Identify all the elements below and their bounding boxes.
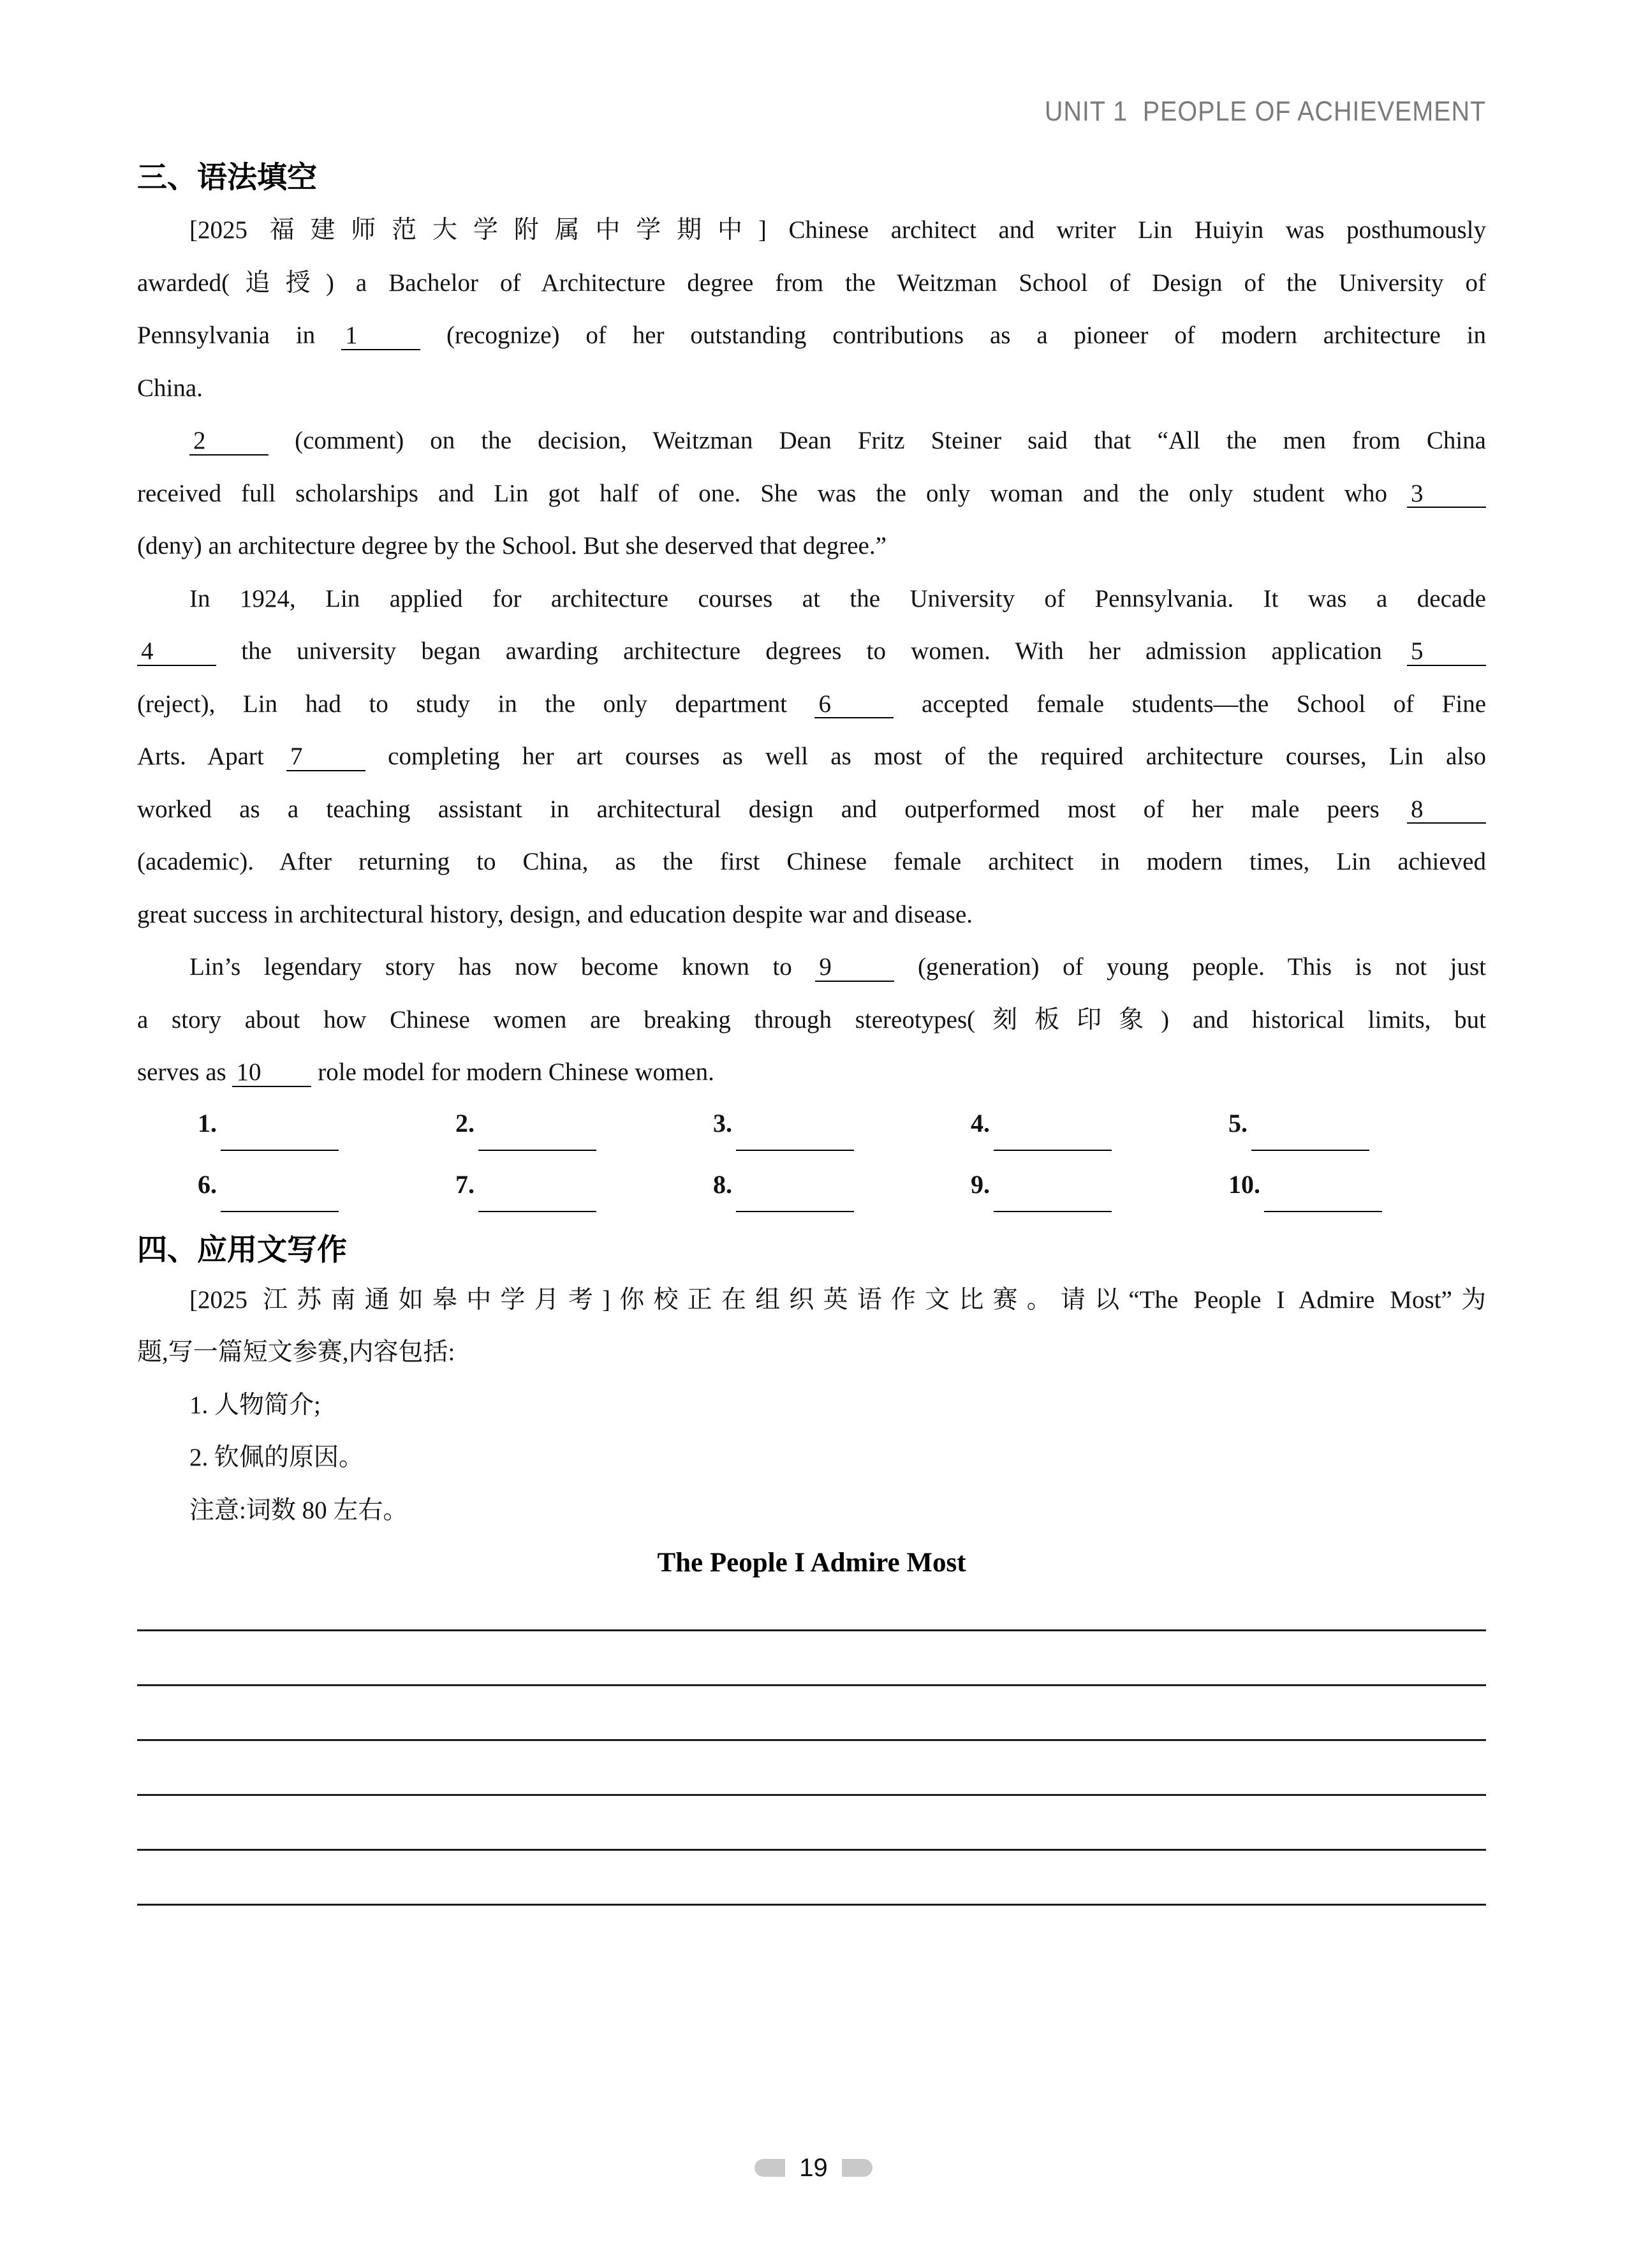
- text-line: 2 (comment) on the decision, Weitzman Dean Fritz Steiner said that “All the men from China: [137, 415, 1486, 468]
- answer-blank: [198, 1108, 455, 1160]
- text-line: 题,写一篇短文参赛,内容包括:: [137, 1338, 455, 1366]
- text-line: Pennsylvania in 1 (recognize) of her outstanding contributions as a pioneer of modern architecture in: [137, 322, 1487, 349]
- answer-blank: [455, 1108, 713, 1160]
- answer-blank: [971, 1169, 1228, 1222]
- fill-in-blank: 6: [814, 692, 894, 719]
- answer-underline: [736, 1208, 854, 1212]
- passage: [137, 204, 1486, 1099]
- answer-number: 4.: [971, 1108, 990, 1138]
- answer-blank: [455, 1169, 713, 1222]
- section4-heading: 四、应用文写作: [137, 1232, 347, 1266]
- unit-header: UNIT 1 PEOPLE OF ACHIEVEMENT: [1044, 96, 1486, 127]
- writing-line: [137, 1851, 1486, 1906]
- answer-number: 6.: [198, 1169, 217, 1199]
- answer-blank: [1228, 1108, 1486, 1160]
- answer-number: 7.: [455, 1169, 475, 1199]
- writing-area: [137, 1594, 1486, 1906]
- answer-underline: [994, 1147, 1112, 1151]
- text-line: (reject), Lin had to study in the only department 6 accepted female students—the School of Fine: [137, 690, 1486, 718]
- answer-blank: [1228, 1169, 1486, 1222]
- text-line: Lin’s legendary story has now become known to 9 (generation) of young people. This is not just: [189, 953, 1486, 981]
- fill-in-blank: 8: [1407, 797, 1486, 824]
- answer-underline: [994, 1208, 1112, 1212]
- fill-in-blank: 3: [1407, 481, 1486, 508]
- text-line: 注意:词数 80 左右。: [189, 1496, 408, 1524]
- fill-in-blank: 1: [341, 323, 420, 350]
- answer-underline: [478, 1147, 596, 1151]
- footer-left-pill-decoration: [755, 2159, 785, 2177]
- essay-title: The People I Admire Most: [657, 1548, 966, 1578]
- answer-blank: [713, 1169, 971, 1222]
- text-line: (academic). After returning to China, as the first Chinese female architect in modern times, Lin achieved: [137, 848, 1486, 875]
- answer-number: 5.: [1228, 1108, 1248, 1138]
- answer-blank: [971, 1108, 1228, 1160]
- text-line: China.: [137, 374, 203, 402]
- writing-line: [137, 1741, 1486, 1796]
- writing-prompt: [137, 1274, 1486, 1379]
- answer-underline: [736, 1147, 854, 1151]
- answer-underline: [1264, 1208, 1382, 1212]
- answer-number: 9.: [971, 1169, 990, 1199]
- text-line: Arts. Apart 7 completing her art courses as well as most of the required architecture courses, Lin also: [137, 743, 1486, 770]
- text-line: serves as 10 role model for modern Chinese women.: [137, 1058, 714, 1086]
- answer-number: 3.: [713, 1108, 732, 1138]
- text-line: great success in architectural history, design, and education despite war and disease.: [137, 900, 973, 928]
- text-line: (deny) an architecture degree by the School. But she deserved that degree.”: [137, 532, 887, 560]
- page-content: [137, 153, 1486, 1906]
- page-number: 19: [799, 2154, 828, 2182]
- answer-number: 2.: [455, 1108, 475, 1138]
- answer-row: [198, 1160, 1486, 1222]
- answer-underline: [478, 1208, 596, 1212]
- fill-in-blank: 10: [232, 1060, 311, 1087]
- answer-underline: [221, 1147, 339, 1151]
- answer-number: 10.: [1228, 1169, 1260, 1199]
- text-line: [2025 福建师范大学附属中学期中] Chinese architect and writer Lin Huiyin was posthumously: [189, 216, 1486, 244]
- fill-in-blank: 2: [189, 428, 269, 456]
- answer-underline: [221, 1208, 339, 1212]
- answer-underline: [1251, 1147, 1369, 1151]
- fill-in-blank: 7: [286, 744, 365, 771]
- text-line: [2025 江苏南通如皋中学月考]你校正在组织英语作文比赛。请以“The People I Admire Most”为: [189, 1286, 1486, 1314]
- answer-number: 8.: [713, 1169, 732, 1199]
- page-footer: [0, 2149, 1627, 2187]
- text-line: awarded(追授) a Bachelor of Architecture degree from the Weitzman School of Design of the University of: [137, 269, 1486, 297]
- writing-line: [137, 1796, 1486, 1851]
- text-line: received full scholarships and Lin got half of one. She was the only woman and the only student who 3: [137, 468, 1486, 521]
- text-line: worked as a teaching assistant in architectural design and outperformed most of her male peers 8: [137, 783, 1486, 836]
- text-line: In 1924, Lin applied for architecture courses at the University of Pennsylvania. It was a decade: [189, 584, 1486, 612]
- text-line: 4 the university began awarding architecture degrees to women. With her admission application 5: [137, 625, 1486, 678]
- answer-number: 1.: [198, 1108, 217, 1138]
- text-line: 2. 钦佩的原因。: [189, 1444, 364, 1471]
- writing-line: [137, 1594, 1486, 1631]
- prompt-items: [137, 1379, 1486, 1538]
- fill-in-blank: 4: [137, 639, 216, 666]
- footer-right-pill-decoration: [842, 2159, 872, 2177]
- fill-in-blank: 9: [815, 954, 894, 982]
- fill-in-blank: 5: [1407, 639, 1486, 666]
- section3-heading: 三、语法填空: [137, 160, 317, 194]
- answer-rows: [198, 1099, 1486, 1222]
- writing-line: [137, 1686, 1486, 1741]
- answer-row: [198, 1099, 1486, 1160]
- text-line: a story about how Chinese women are breaking through stereotypes(刻板印象) and historical limits, but: [137, 1005, 1486, 1034]
- answer-blank: [198, 1169, 455, 1222]
- answer-blank: [713, 1108, 971, 1160]
- writing-line: [137, 1631, 1486, 1686]
- text-line: 1. 人物简介;: [189, 1391, 321, 1419]
